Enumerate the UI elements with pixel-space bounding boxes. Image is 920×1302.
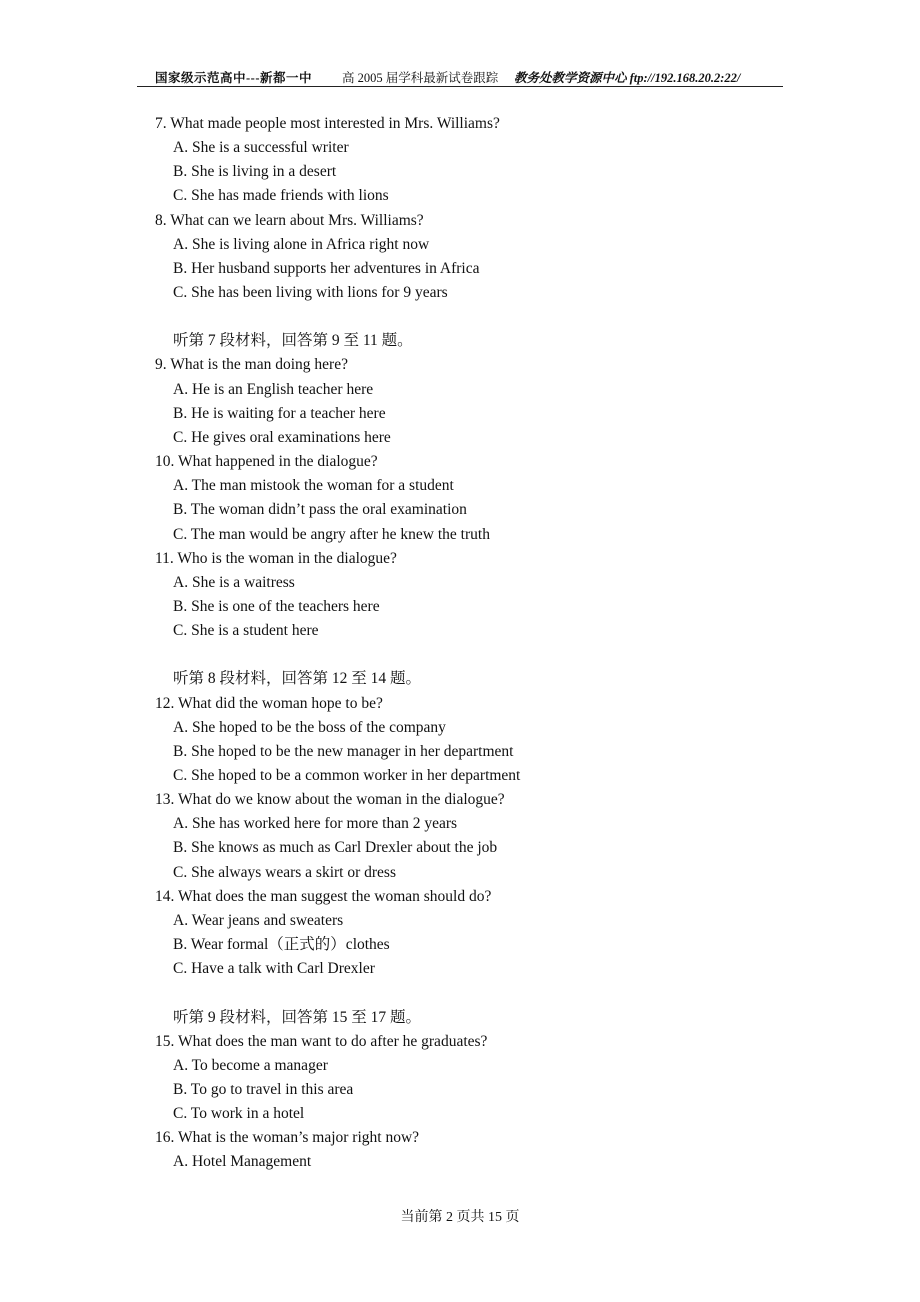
page-header: [137, 66, 783, 87]
question: 16. What is the woman’s major right now?: [155, 1129, 420, 1146]
question: 11. Who is the woman in the dialogue?: [155, 550, 397, 567]
section-instruction: 听第 7 段材料，回答第 9 至 11 题。: [173, 332, 413, 349]
header-resource-center: 教务处教学资源中心 ftp://192.168.20.2:22/: [514, 71, 741, 85]
answer-option: C. Have a talk with Carl Drexler: [173, 960, 375, 977]
answer-option: A. She has worked here for more than 2 years: [173, 815, 458, 832]
header-school: 国家级示范高中---新都一中: [155, 71, 312, 85]
answer-option: C. To work in a hotel: [173, 1105, 305, 1122]
answer-option: B. Wear formal（正式的）clothes: [173, 936, 390, 953]
answer-option: B. To go to travel in this area: [173, 1081, 354, 1098]
question: 12. What did the woman hope to be?: [155, 695, 383, 712]
answer-option: C. She is a student here: [173, 622, 319, 639]
answer-option: A. She hoped to be the boss of the company: [173, 719, 446, 736]
answer-option: A. To become a manager: [173, 1057, 328, 1074]
answer-option: B. The woman didn’t pass the oral examination: [173, 501, 467, 518]
answer-option: A. She is living alone in Africa right now: [173, 236, 430, 253]
answer-option: B. She is one of the teachers here: [173, 598, 380, 615]
answer-option: A. The man mistook the woman for a student: [173, 477, 454, 494]
question: 10. What happened in the dialogue?: [155, 453, 378, 470]
answer-option: A. Wear jeans and sweaters: [173, 912, 344, 929]
page-footer: 当前第 2 页共 15 页: [400, 1210, 520, 1225]
question: 7. What made people most interested in Mrs. Williams?: [155, 115, 500, 132]
answer-option: A. Hotel Management: [173, 1153, 312, 1170]
question: 14. What does the man suggest the woman should do?: [155, 888, 492, 905]
header-grade: 高 2005 届学科最新试卷跟踪: [342, 71, 499, 85]
section-instruction: 听第 9 段材料，回答第 15 至 17 题。: [173, 1009, 422, 1026]
answer-option: C. She always wears a skirt or dress: [173, 864, 396, 881]
answer-option: B. Her husband supports her adventures in Africa: [173, 260, 480, 277]
answer-option: B. She hoped to be the new manager in her department: [173, 743, 514, 760]
answer-option: C. The man would be angry after he knew the truth: [173, 526, 490, 543]
answer-option: C. She has made friends with lions: [173, 187, 389, 204]
answer-option: A. She is a successful writer: [173, 139, 349, 156]
answer-option: B. She is living in a desert: [173, 163, 337, 180]
answer-option: B. He is waiting for a teacher here: [173, 405, 386, 422]
answer-option: C. He gives oral examinations here: [173, 429, 391, 446]
question: 13. What do we know about the woman in the dialogue?: [155, 791, 505, 808]
question: 15. What does the man want to do after he graduates?: [155, 1033, 488, 1050]
section-instruction: 听第 8 段材料，回答第 12 至 14 题。: [173, 670, 422, 687]
answer-option: C. She has been living with lions for 9 years: [173, 284, 448, 301]
question: 9. What is the man doing here?: [155, 356, 348, 373]
question: 8. What can we learn about Mrs. Williams?: [155, 212, 424, 229]
answer-option: C. She hoped to be a common worker in her department: [173, 767, 521, 784]
answer-option: A. He is an English teacher here: [173, 381, 374, 398]
answer-option: B. She knows as much as Carl Drexler about the job: [173, 839, 498, 856]
answer-option: A. She is a waitress: [173, 574, 295, 591]
